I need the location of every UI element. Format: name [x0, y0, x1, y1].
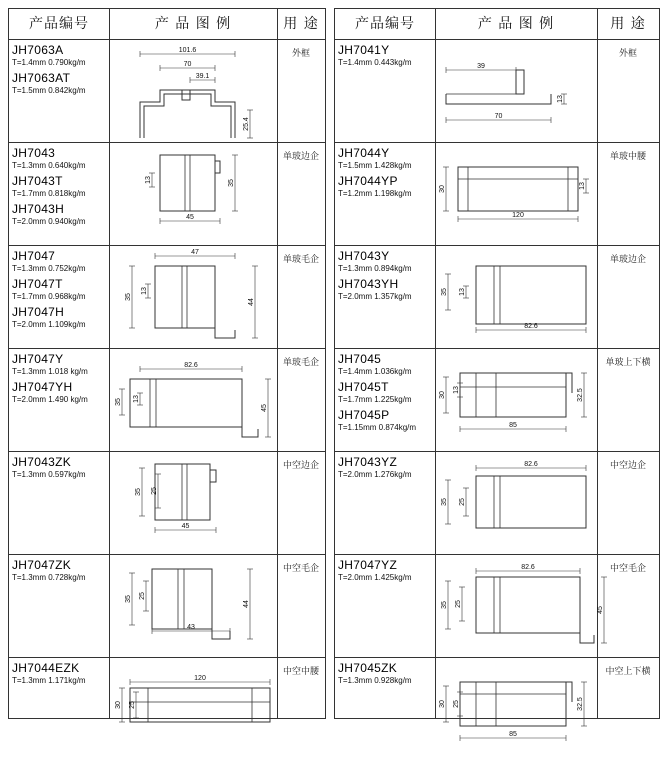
right-table-header: [335, 9, 659, 40]
product-codes: [12, 147, 86, 231]
product-usage: 单玻边企: [282, 152, 319, 162]
dimension-label: 35: [441, 288, 448, 296]
profile-outline: [130, 688, 270, 722]
dimension-label: 44: [248, 298, 255, 306]
profile-drawing: [110, 349, 276, 449]
dimension-label: 25: [129, 701, 136, 709]
dimension-label: 70: [183, 61, 192, 68]
product-spec: T=1.4mm 0.443kg/m: [338, 58, 412, 67]
product-spec: T=1.5mm 0.842kg/m: [12, 86, 86, 95]
product-usage: 中空上下横: [605, 667, 651, 677]
profile-drawing: [110, 143, 276, 243]
profile-outline: [458, 167, 578, 211]
product-code: JH7045T: [338, 380, 389, 394]
profile-outline: [160, 155, 215, 211]
dimension-label: 35: [125, 293, 132, 301]
product-usage: 中空毛企: [282, 564, 319, 574]
left-product-table: [8, 8, 326, 719]
profile-chamber: [182, 90, 190, 100]
dimension-label: 82.6: [184, 362, 198, 369]
product-spec: T=1.4mm 0.790kg/m: [12, 58, 86, 67]
dimension-label: 30: [439, 391, 446, 399]
profile-drawing: [436, 555, 604, 655]
header-product-code: 产品编号: [355, 16, 415, 32]
dimension-label: 25: [151, 487, 158, 495]
product-codes: [12, 662, 86, 690]
dimension-label: 30: [115, 701, 122, 709]
product-spec: T=1.7mm 0.818kg/m: [12, 189, 86, 198]
dimension-label: 13: [459, 288, 466, 296]
dimension-label: 25: [459, 498, 466, 506]
product-codes: [12, 353, 88, 409]
header-usage: 用 途: [610, 16, 646, 32]
product-code: JH7043: [12, 146, 56, 160]
dimension-label: 45: [186, 214, 194, 221]
product-spec: T=1.3mm 0.894kg/m: [338, 264, 412, 273]
dimension-label: 35: [228, 179, 235, 187]
product-row: [9, 40, 325, 143]
product-code: JH7043Y: [338, 249, 390, 263]
product-spec: T=2.0mm 0.940kg/m: [12, 217, 86, 226]
product-usage: 单玻边企: [609, 255, 646, 265]
product-usage: 外框: [291, 49, 310, 59]
product-codes: [338, 559, 412, 587]
product-row: [335, 658, 659, 738]
profile-hook: [580, 633, 594, 643]
product-code: JH7044EZK: [12, 661, 80, 675]
dimension-label: 13: [579, 182, 586, 190]
dimension-label: 35: [441, 601, 448, 609]
product-codes: [12, 559, 86, 587]
product-spec: T=2.0mm 1.276kg/m: [338, 470, 412, 479]
product-row: [335, 555, 659, 658]
dimension-label: 30: [439, 700, 446, 708]
product-spec: T=1.3mm 0.728kg/m: [12, 573, 86, 582]
product-row: [9, 658, 325, 718]
product-spec: T=1.5mm 1.428kg/m: [338, 161, 412, 170]
product-codes: [338, 147, 412, 203]
product-row: [9, 452, 325, 555]
profile-outline: [155, 266, 215, 328]
product-code: JH7045P: [338, 408, 390, 422]
product-code: JH7045: [338, 352, 382, 366]
dimension-label: 25: [455, 600, 462, 608]
dimension-label: 45: [597, 606, 604, 614]
profile-outline: [140, 90, 235, 138]
product-spec: T=2.0mm 1.490 kg/m: [12, 395, 88, 404]
profile-lip: [566, 373, 572, 393]
header-product-figure: 产 品 图 例: [154, 16, 232, 32]
right-product-table: [334, 8, 660, 738]
dimension-label: 35: [135, 488, 142, 496]
profile-drawing: [436, 246, 596, 346]
product-row: [9, 349, 325, 452]
product-codes: [12, 250, 86, 334]
product-code: JH7047Y: [12, 352, 64, 366]
product-code: JH7047: [12, 249, 56, 263]
profile-hook: [215, 328, 235, 338]
product-usage: 中空边企: [282, 461, 319, 471]
product-spec: T=1.3mm 0.928kg/m: [338, 676, 412, 685]
profile-drawing: [436, 40, 596, 140]
product-spec: T=2.0mm 1.425kg/m: [338, 573, 412, 582]
product-usage: 单玻中腰: [609, 152, 646, 162]
profile-outline: [446, 94, 551, 104]
product-codes: [338, 662, 412, 690]
product-codes: [338, 456, 412, 484]
dimension-label: 32.5: [577, 697, 584, 711]
profile-outline: [476, 266, 586, 324]
product-code: JH7043T: [12, 174, 63, 188]
product-usage: 中空中腰: [282, 667, 319, 677]
dimension-label: 101.6: [178, 47, 197, 54]
header-product-code: 产品编号: [29, 16, 89, 32]
dimension-label: 120: [194, 675, 206, 682]
dimension-label: 35: [115, 398, 122, 406]
product-spec: T=1.15mm 0.874kg/m: [338, 423, 417, 432]
dimension-label: 39: [477, 63, 485, 70]
product-code: JH7047H: [12, 305, 65, 319]
product-spec: T=2.0mm 1.357kg/m: [338, 292, 412, 301]
profile-outline: [476, 476, 586, 528]
profile-outline: [152, 569, 212, 629]
dimension-label: 13: [453, 386, 460, 394]
profile-drawing: [436, 349, 596, 449]
product-usage: 中空毛企: [609, 564, 646, 574]
product-spec: T=1.3mm 0.640kg/m: [12, 161, 86, 170]
dimension-label: 25.4: [243, 117, 250, 131]
product-code: JH7063AT: [12, 71, 71, 85]
dimension-label: 43: [187, 624, 195, 631]
product-codes: [12, 44, 86, 100]
dimension-label: 25: [453, 700, 460, 708]
profile-drawing: [110, 555, 276, 655]
product-code: JH7043YH: [338, 277, 399, 291]
dimension-label: 35: [125, 595, 132, 603]
product-code: JH7047YH: [12, 380, 73, 394]
product-row: [9, 143, 325, 246]
profile-hook: [242, 427, 258, 437]
product-codes: [338, 250, 412, 306]
dimension-label: 13: [145, 176, 152, 184]
dimension-label: 25: [139, 592, 146, 600]
profile-chamber: [516, 70, 524, 94]
product-row: [335, 246, 659, 349]
product-row: [335, 40, 659, 143]
dimension-label: 35: [441, 498, 448, 506]
profile-drawing: [110, 452, 276, 552]
product-spec: T=1.3mm 0.597kg/m: [12, 470, 86, 479]
product-spec: T=1.3mm 1.171kg/m: [12, 676, 86, 685]
profile-lip: [566, 682, 572, 702]
product-codes: [338, 44, 412, 72]
header-usage: 用 途: [283, 16, 319, 32]
dimension-label: 45: [261, 404, 268, 412]
dimension-label: 47: [191, 249, 199, 256]
product-row: [335, 452, 659, 555]
dimension-label: 82.6: [521, 564, 535, 571]
dimension-label: 44: [243, 600, 250, 608]
dimension-label: 70: [494, 113, 503, 120]
profile-lip: [210, 470, 216, 482]
product-code: JH7043YZ: [338, 455, 398, 469]
product-row: [335, 143, 659, 246]
product-code: JH7063A: [12, 43, 64, 57]
product-codes: [338, 353, 416, 437]
product-codes: [12, 456, 86, 484]
profile-lip: [215, 161, 220, 173]
product-usage: 单玻上下横: [605, 358, 651, 368]
profile-drawing: [436, 452, 596, 552]
product-row: [9, 555, 325, 658]
product-spec: T=1.7mm 1.225kg/m: [338, 395, 412, 404]
dimension-label: 82.6: [524, 323, 538, 330]
product-row: [335, 349, 659, 452]
product-code: JH7047ZK: [12, 558, 72, 572]
product-code: JH7047YZ: [338, 558, 398, 572]
product-code: JH7043ZK: [12, 455, 72, 469]
dimension-label: 82.6: [524, 461, 538, 468]
product-code: JH7047T: [12, 277, 63, 291]
profile-drawing: [110, 658, 276, 758]
product-spec: T=1.4mm 1.036kg/m: [338, 367, 412, 376]
product-spec: T=1.3mm 1.018 kg/m: [12, 367, 88, 376]
header-product-figure: 产 品 图 例: [477, 16, 555, 32]
dimension-label: 30: [439, 185, 446, 193]
dimension-label: 85: [509, 731, 517, 738]
product-code: JH7045ZK: [338, 661, 398, 675]
profile-outline: [130, 379, 242, 427]
profile-drawing: [110, 246, 276, 346]
product-usage: 单玻毛企: [282, 255, 319, 265]
profile-outline: [155, 464, 210, 520]
product-code: JH7043H: [12, 202, 65, 216]
product-code: JH7044YP: [338, 174, 398, 188]
profile-drawing: [110, 40, 276, 140]
profile-drawing: [436, 143, 596, 243]
product-spec: T=2.0mm 1.109kg/m: [12, 320, 86, 329]
product-spec: T=1.2mm 1.198kg/m: [338, 189, 412, 198]
product-usage: 中空边企: [609, 461, 646, 471]
product-usage: 单玻毛企: [282, 358, 319, 368]
profile-drawing: [436, 658, 596, 758]
dimension-label: 13: [557, 95, 564, 103]
product-code: JH7044Y: [338, 146, 390, 160]
dimension-label: 32.5: [577, 388, 584, 402]
product-spec: T=1.3mm 0.752kg/m: [12, 264, 86, 273]
dimension-label: 120: [512, 212, 524, 219]
dimension-label: 85: [509, 422, 517, 429]
product-row: [9, 246, 325, 349]
dimension-label: 39.1: [195, 73, 210, 80]
product-code: JH7041Y: [338, 43, 390, 57]
dimension-label: 13: [133, 395, 140, 403]
product-spec: T=1.7mm 0.968kg/m: [12, 292, 86, 301]
dimension-label: 45: [181, 523, 190, 530]
profile-outline: [476, 577, 580, 633]
dimension-label: 13: [141, 287, 148, 295]
profile-hook: [212, 629, 230, 639]
product-usage: 外框: [618, 49, 637, 59]
profile-outline: [144, 94, 231, 138]
